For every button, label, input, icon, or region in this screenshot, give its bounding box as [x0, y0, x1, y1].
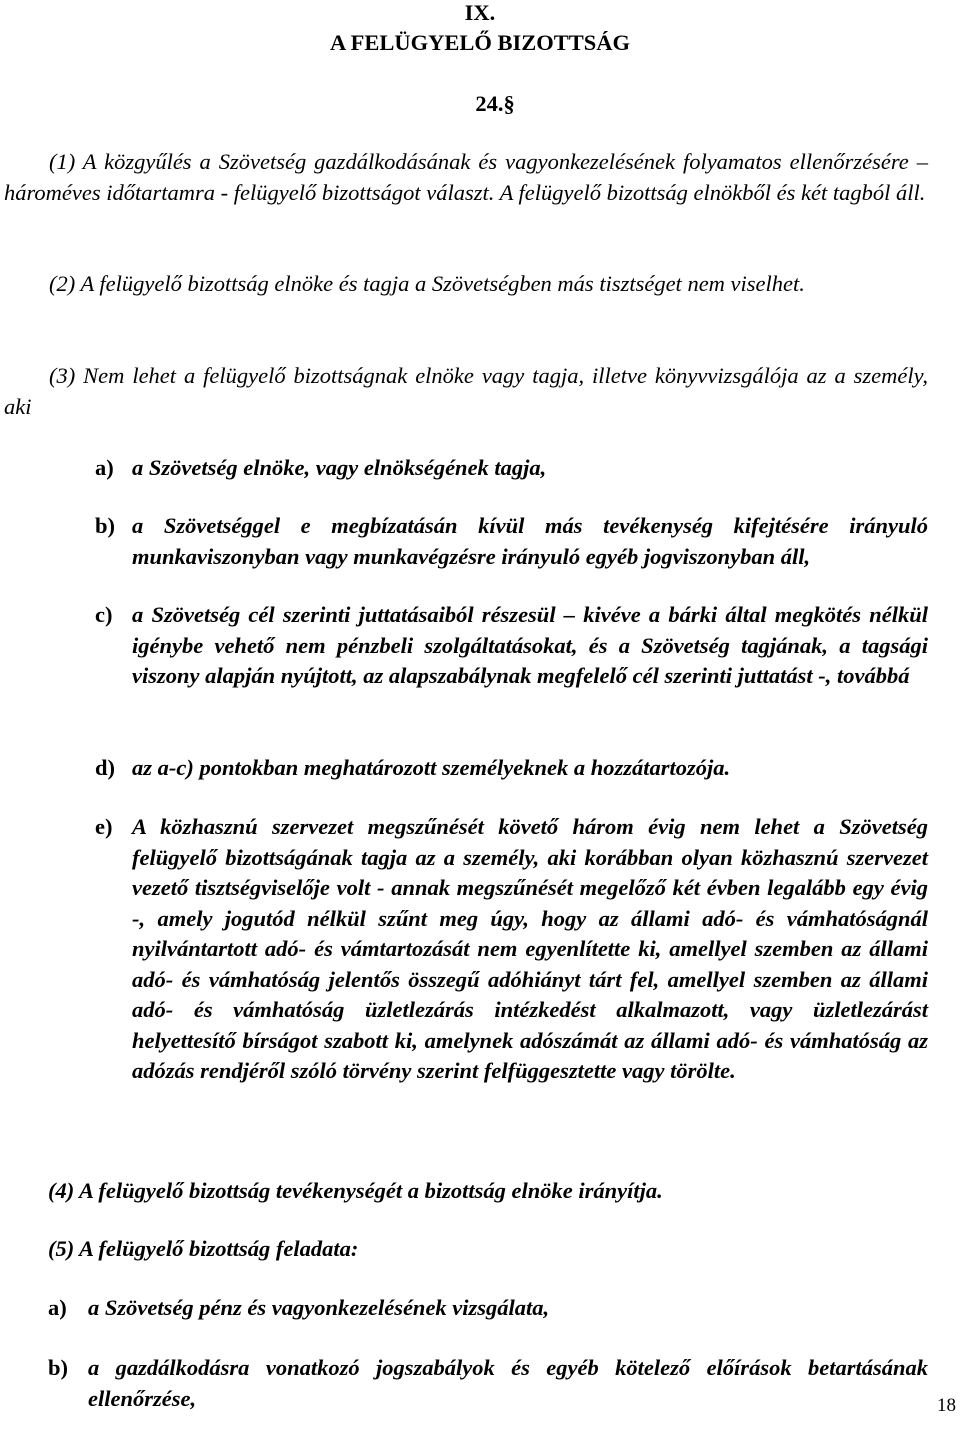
paragraph-4: (4) A felügyelő bizottság tevékenységét a bizottság elnöke irányítja.	[48, 1178, 663, 1203]
list-item-label: c)	[95, 602, 113, 627]
list-item-text: a Szövetség pénz és vagyonkezelésének vizsgálata,	[88, 1295, 550, 1320]
list-item-label: b)	[95, 513, 116, 538]
list-item-text: A közhasznú szervezet megszűnését követő három évig nem lehet a Szövetség felügyelő bizottságának tagja az a személy, aki korábban olyan közhasznú szervezet vezető tisztségviselője volt - annak megszűnését megelőző két évben legalább egy évig -, amely jogutód nélkül szűnt meg úgy, hogy az állami adó- és vámhatóságnál nyilvántartott adó- és vámtartozását nem egyenlítette ki, amellyel szemben az állami adó- és vámhatóság jelentős összegű adóhiányt tárt fel, amellyel szemben az állami adó- és vámhatóság üzletlezárás intézkedést alkalmazott, vagy üzletlezárást helyettesítő bírságot szabott ki, amelynek adószámát az állami adó- és vámhatóság az adózás rendjéről szóló törvény szerint felfüggesztette vagy törölte.	[132, 814, 928, 1083]
list-item-label: a)	[95, 455, 114, 480]
paragraph-3: (3) Nem lehet a felügyelő bizottságnak elnöke vagy tagja, illetve könyvvizsgálója az a személy, aki	[4, 363, 928, 419]
list-item-text: az a-c) pontokban meghatározott személyeknek a hozzátartozója.	[132, 755, 731, 780]
list-item-text: a gazdálkodásra vonatkozó jogszabályok és egyéb kötelező előírások betartásának ellenőrzése,	[88, 1355, 928, 1411]
list-item-text: a Szövetség cél szerinti juttatásaiból részesül – kivéve a bárki által megkötés nélkül igénybe vehető nem pénzbeli szolgáltatásokat, és a Szövetség tagjának, a tagsági viszony alapján nyújtott, az alapszabálynak megfelelő cél szerinti juttatást -, továbbá	[132, 602, 928, 688]
page-number: 18	[937, 1395, 956, 1416]
chapter-title: A FELÜGYELŐ BIZOTTSÁG	[329, 30, 631, 55]
list-item-label: e)	[95, 814, 113, 839]
list-item-label: d)	[95, 755, 116, 780]
chapter-number: IX.	[464, 0, 496, 25]
section-number: 24.§	[475, 91, 515, 116]
list-item-label: a)	[48, 1295, 67, 1320]
list-item-text: a Szövetség elnöke, vagy elnökségének tagja,	[132, 455, 547, 480]
list-item-text: a Szövetséggel e megbízatásán kívül más tevékenység kifejtésére irányuló munkaviszonyban vagy munkavégzésre irányuló egyéb jogviszonyban áll,	[132, 513, 928, 569]
paragraph-1: (1) A közgyűlés a Szövetség gazdálkodásának és vagyonkezelésének folyamatos ellenőrzésére – hároméves időtartamra - felügyelő bizottságot választ. A felügyelő bizottság elnökből és két tagból áll.	[4, 149, 928, 205]
paragraph-5: (5) A felügyelő bizottság feladata:	[48, 1236, 359, 1261]
list-item-label: b)	[48, 1355, 69, 1380]
paragraph-2: (2) A felügyelő bizottság elnöke és tagja a Szövetségben más tisztséget nem viselhet.	[49, 271, 805, 296]
